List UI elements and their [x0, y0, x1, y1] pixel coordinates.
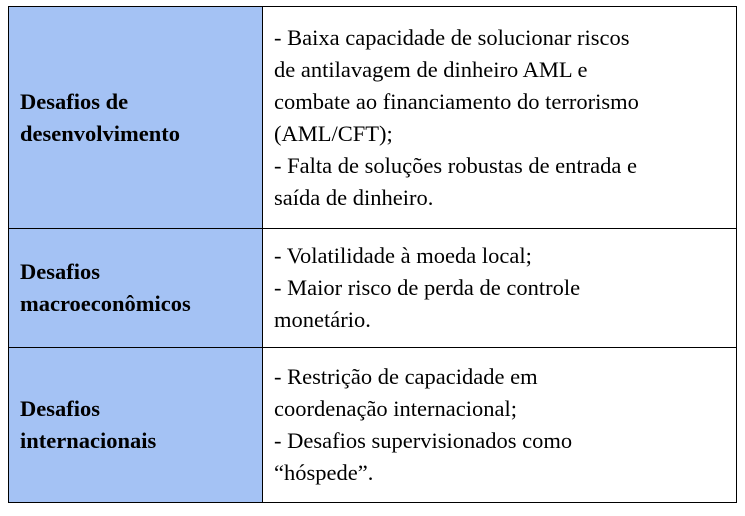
- row-heading-line: Desafios: [20, 396, 100, 421]
- row-heading-cell: [9, 7, 263, 229]
- description-line: “hóspede”.: [274, 460, 374, 485]
- description-line: monetário.: [274, 307, 371, 332]
- row-heading-line: internacionais: [20, 428, 157, 453]
- row-description-cell: [263, 7, 737, 229]
- table-row-development: [9, 7, 737, 229]
- row-heading-line: desenvolvimento: [20, 120, 180, 146]
- row-heading-line: macroeconômicos: [20, 291, 191, 316]
- description-line: de antilavagem de dinheiro AML e: [274, 56, 588, 82]
- description-line: - Maior risco de perda de controle: [274, 275, 581, 300]
- description-line: saída de dinheiro.: [274, 184, 434, 210]
- table-row-international: [9, 348, 737, 503]
- row-description-cell: [263, 348, 737, 503]
- challenges-table: [8, 6, 737, 503]
- table-row-macroeconomic: [9, 229, 737, 348]
- description-line: - Volatilidade à moeda local;: [274, 243, 532, 268]
- description-line: - Falta de soluções robustas de entrada e: [274, 152, 637, 178]
- row-heading-cell: [9, 229, 263, 348]
- row-heading-cell: [9, 348, 263, 503]
- description-line: - Baixa capacidade de solucionar riscos: [274, 24, 630, 50]
- description-line: coordenação internacional;: [274, 396, 517, 421]
- row-heading-line: Desafios de: [20, 88, 129, 114]
- description-line: - Desafios supervisionados como: [274, 428, 573, 453]
- description-line: - Restrição de capacidade em: [274, 364, 538, 389]
- row-heading-line: Desafios: [20, 259, 100, 284]
- row-description-cell: [263, 229, 737, 348]
- description-line: combate ao financiamento do terrorismo: [274, 88, 639, 114]
- description-line: (AML/CFT);: [274, 120, 393, 146]
